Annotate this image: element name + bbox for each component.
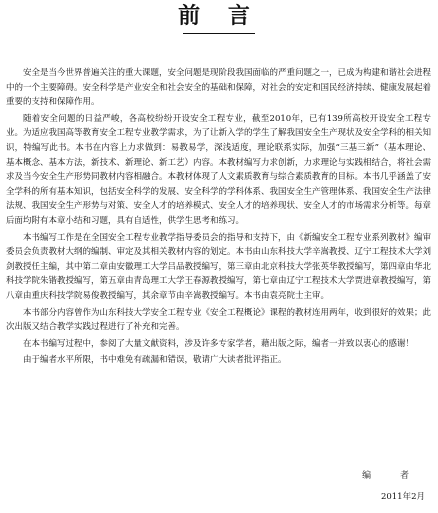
paragraph: 本书编写工作是在全国安全工程专业教学指导委员会的指导和支持下，由《新编安全工程专业系列教材》编审委员会负责教材大纲的编制、审定及其相关教材内容的划定。本书由山东科技大学辛嵩教授、辽宁工程技术大学刘剑教授任主编，其中第二章由安徽理工大学吕品教授编写，第三章由北京科技大学张英华教授编写，第四章由华北科技学院朱锴教授编写，第五章由青岛理工大学王春源教授编写，第七章由辽宁工程技术大学贾进章教授编写，第八章由重庆科技学院易俊教授编写，其余章节由辛嵩教授编写。本书由袁亮院士主审。 [6, 232, 432, 301]
paragraph: 随着安全问题的日益严峻，各高校纷纷开设安全工程专业，截至2010年，已有139所高校开设安全工程专业。为适应我国高等教育安全工程专业教学需求，为了让新入学的学生了解我国安全生产现状及安全学科的相关知识，特编写此书。本书在内容上力求做到：易教易学，深浅适度，理论联系实际，加强“三基三新”（基本理论、基本概念、基本方法，新技术、新理论、新工艺）内容。本教材编写力求创新，力求理论与实践相结合，将社会需求及当今安全生产形势同教材内容相融合。本教材体现了人文素质教育与综合素质教育的目标。本书几乎涵盖了安全学科的所有基本知识，包括安全科学的发展、安全科学的学科体系、我国安全生产管理体系、我国安全生产法律法规、我国安全生产形势与对策、安全人才的培养模式、安全人才的培养现状、安全人才的市场需求分析等。每章后面均附有本章小结和习题，具有自适性，供学生思考和练习。 [6, 113, 432, 226]
paragraph: 由于编者水平所限，书中难免有疏漏和错误，敬请广大读者批评指正。 [23, 355, 287, 366]
preface-body [6, 66, 431, 370]
date: 2011年2月 [380, 492, 425, 502]
title-underline [183, 33, 255, 34]
paragraph: 本书部分内容曾作为山东科技大学安全工程专业《安全工程概论》课程的教材连用两年，收到很好的效果；此次出版又结合教学实践过程进行了补充和完善。 [6, 307, 432, 333]
page-title: 前 言 [178, 4, 260, 29]
signature: 编 者 [362, 471, 422, 481]
paragraph: 在本书编写过程中，参阅了大量文献资料，涉及许多专家学者，藉出版之际，编者一并致以衷心的感谢！ [23, 338, 415, 349]
paragraph: 安全是当今世界普遍关注的重大课题，安全问题是现阶段我国面临的严重问题之一，已成为构建和谐社会进程中的一个主要障碍。安全科学是产业安全和社会安全的基础和保障，对社会的安定和国民经济持续、健康发展起着重要的支持和保障作用。 [6, 68, 432, 108]
